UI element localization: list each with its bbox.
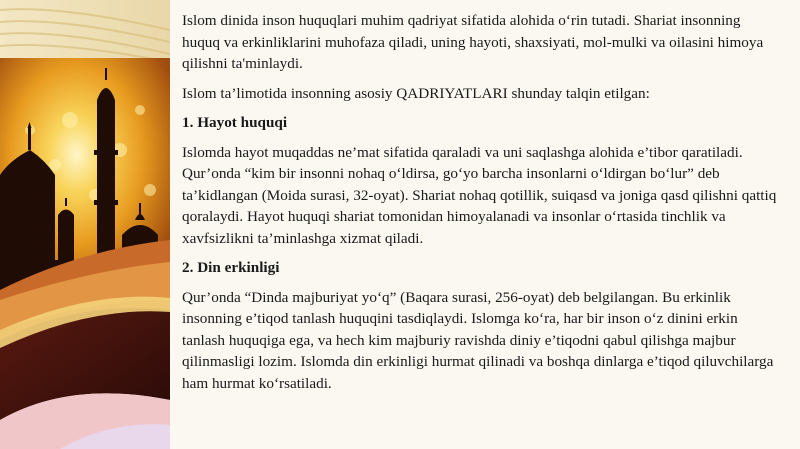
lead-paragraph: Islom ta’limotida insonning asosiy QADRIYATLARI shunday talqin etilgan: [182,84,650,102]
intro-paragraph: Islom dinida inson huquqlari muhim qadriyat sifatida alohida o‘rin tutadi. Shariat insonning huquq va erkinliklarini muhofaza qiladi, uning hayoti, shaxsiyati, mol-mulki va oilasini himoya qilishni ta'minlaydi. [182,12,764,72]
mosque-illustration [0,0,170,449]
section-text-religion: Qur’onda “Dinda majburiyat yo‘q” (Baqara surasi, 256-oyat) deb belgilangan. Bu erkinlik insonning e’tiqod tanlash huquqini tasdiqlaydi. Islomga ko‘ra, har bir inson o‘z dinini erkin tanlash huquqiga ega, va hech kim majburiy ravishda diniy e’tiqodni qabul qilishga majbur qilinmasligi lozim. Islomda din erkinligi hurmat qilinadi va boshqa dinlarga e’tiqod qiluvchilarga ham hurmat ko‘rsatiladi. [182,288,774,392]
section-text-life: Islomda hayot muqaddas ne’mat sifatida qaraladi va uni saqlashga alohida e’tibor qaratiladi. Qur’onda “kim bir insonni nohaq o‘ldirsa, go‘yo barcha insonlarni o‘ldirgan bo‘lur” deb ta’kidlangan (Moida surasi, 32-oyat). Shariat nohaq qotillik, suiqasd va joniga qasd qilishni qattiq qoralaydi. Hayot huquqi shariat tomonidan himoyalanadi va insonlar o‘rtasida tinchlik va xavfsizlikni ta’minlashga xizmat qiladi. [182,143,777,247]
section-heading-religion: 2. Din erkinligi [182,259,280,276]
section-heading-life: 1. Hayot huquqi [182,114,288,131]
article-body [182,10,782,402]
